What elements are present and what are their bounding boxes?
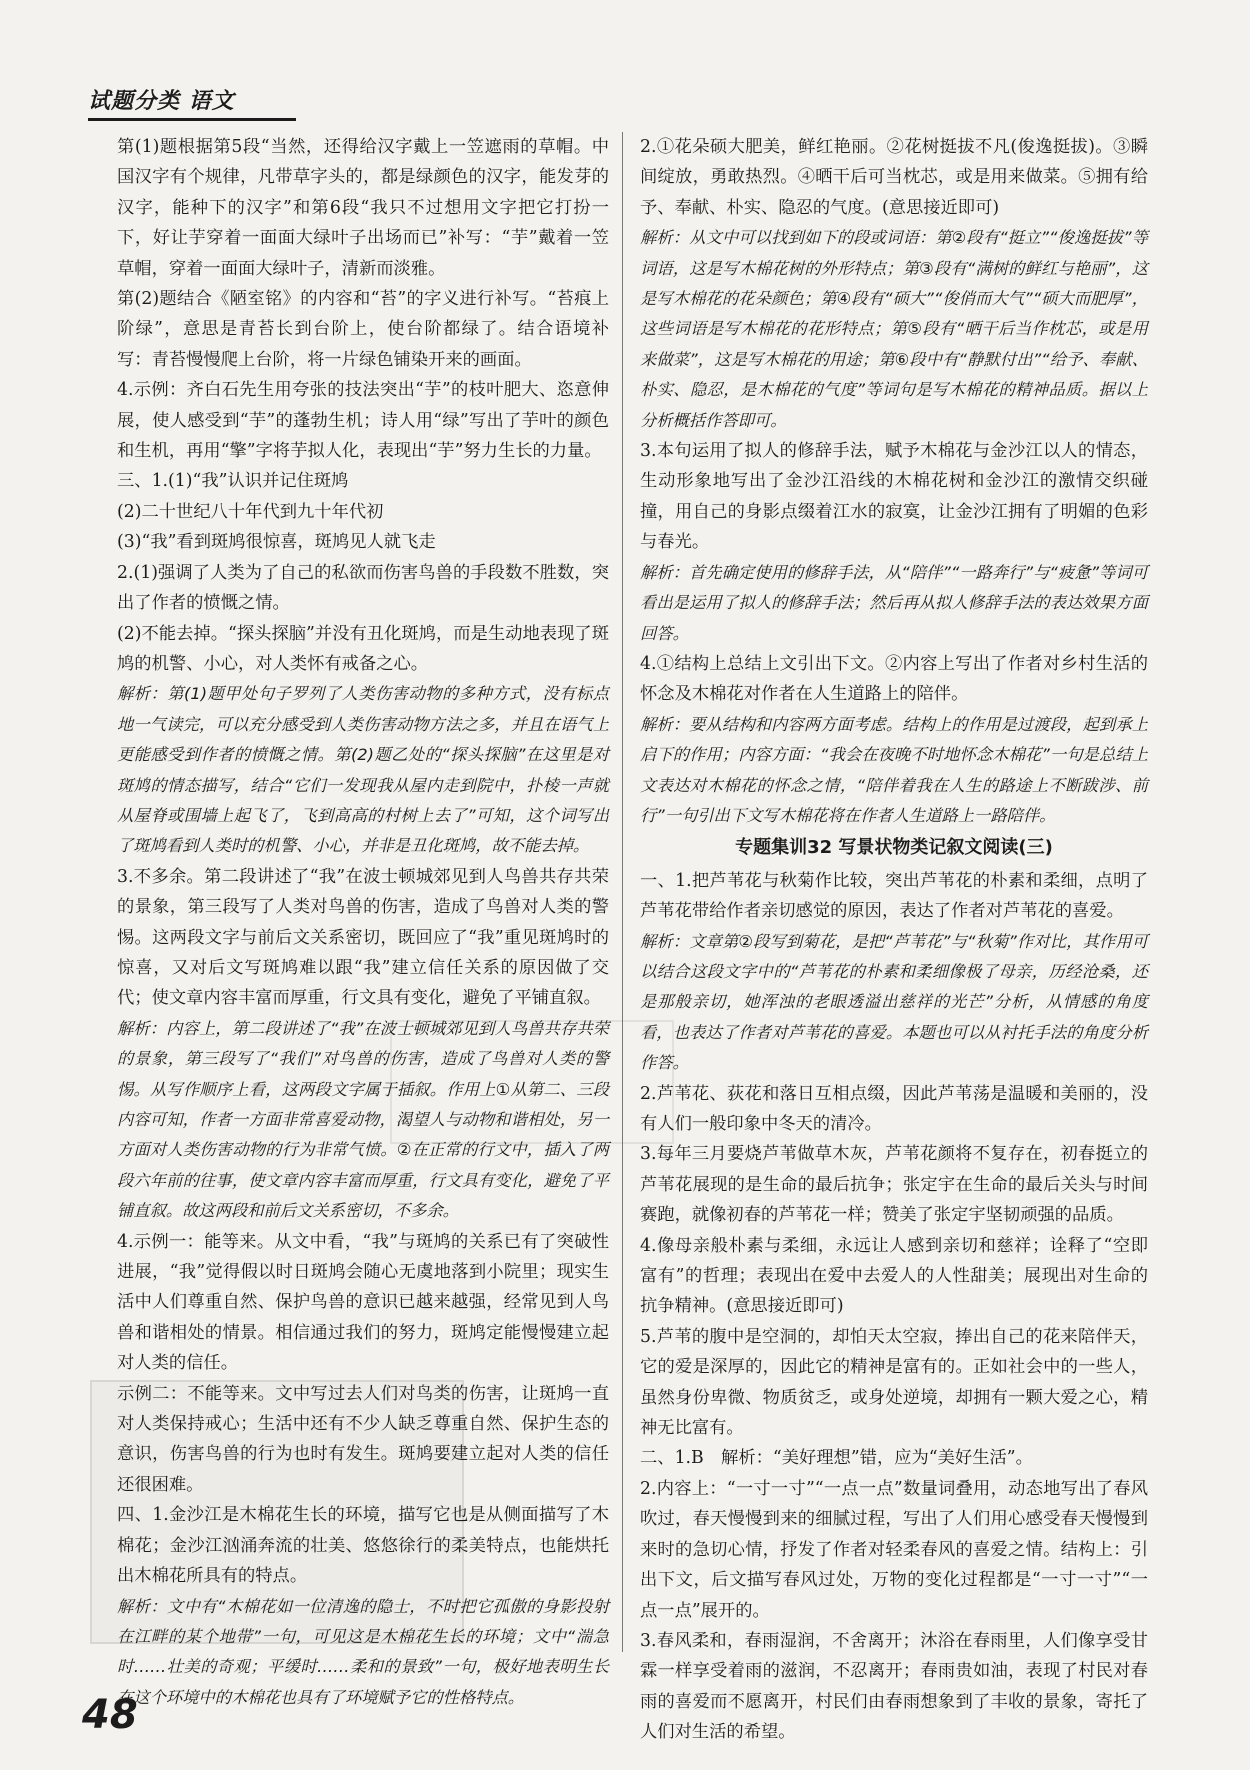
analysis-paragraph: 解析：文中有“木棉花如一位清逸的隐士，不时把它孤傲的身影投射在江畔的某个地带”一句，可见这是木棉花生长的环境；文中“湍急时……壮美的奇观；平缓时……柔和的景致”一句，极好地表明生长在这个环境中的木棉花也具有了环境赋予它的性格特点。: [117, 1596, 609, 1707]
answer-paragraph: 4.示例一：能等来。从文中看，“我”与斑鸠的关系已有了突破性进展，“我”觉得假以时日斑鸠会随心无虞地落到小院里；现实生活中人们尊重自然、保护鸟兽的意识已越来越强，经常见到人鸟兽和谐相处的情景。相信通过我们的努力，斑鸠定能慢慢建立起对人类的信任。: [117, 1231, 609, 1374]
analysis-paragraph: 解析：第(1)题甲处句子罗列了人类伤害动物的多种方式，没有标点地一气读完，可以充分感受到人类伤害动物方法之多，并且在语气上更能感受到作者的愤慨之情。第(2)题乙处的“探头探脑”在这里是对斑鸠的情态描写，结合“它们一发现我从屋内走到院中，扑棱一声就从屋脊或围墙上起飞了，飞到高高的村树上去了”可知，这个词写出了斑鸠看到人类时的机警、小心，并非是丑化斑鸠，故不能去掉。: [117, 684, 609, 856]
answer-paragraph: 2.内容上：“一寸一寸”“一点一点”数量词叠用，动态地写出了春风吹过，春天慢慢到来的细腻过程，写出了人们用心感受春天慢慢到来时的急切心情，抒发了作者对轻柔春风的喜爱之情。结构上：引出下文，后文描写春风过处，万物的变化过程都是“一寸一寸”“一点一点”展开的。: [640, 1478, 1148, 1621]
analysis-paragraph: 解析：要从结构和内容两方面考虑。结构上的作用是过渡段，起到承上启下的作用；内容方面：“我会在夜晚不时地怀念木棉花”一句是总结上文表达对木棉花的怀念之情，“陪伴着我在人生的路途上不断跋涉、前行”一句引出下文写木棉花将在作者人生道路上一路陪伴。: [640, 714, 1148, 825]
section-title: 专题集训32 写景状物类记叙文阅读(三): [735, 837, 1053, 859]
answer-paragraph: (2)二十世纪八十年代到九十年代初: [117, 501, 384, 522]
answer-paragraph: 3.本句运用了拟人的修辞手法，赋予木棉花与金沙江以人的情态，生动形象地写出了金沙江沿线的木棉花树和金沙江的激情交织碰撞，用自己的身影点缀着江水的寂寞，让金沙江拥有了明媚的色彩与春光。: [640, 441, 1148, 553]
header-title: 试题分类 语文: [88, 89, 235, 114]
left-column: [117, 132, 609, 1713]
right-column: [640, 132, 1148, 1748]
answer-paragraph: 4.示例：齐白石先生用夸张的技法突出“芋”的枝叶肥大、恣意伸展，使人感受到“芋”的蓬勃生机；诗人用“绿”写出了芋叶的颜色和生机，再用“擎”字将芋拟人化，表现出“芋”努力生长的力量。: [117, 380, 609, 462]
page-number: 48: [82, 1692, 138, 1738]
analysis-paragraph: 解析：文章第②段写到菊花，是把“芦苇花”与“秋菊”作对比，其作用可以结合这段文字中的“芦苇花的朴素和柔细像极了母亲，历经沧桑，还是那般亲切，她浑浊的老眼透溢出慈祥的光芒”分析，从情感的角度看，也表达了作者对芦苇花的喜爱。本题也可以从衬托手法的角度分析作答。: [640, 931, 1148, 1073]
answer-paragraph: 3.不多余。第二段讲述了“我”在波士顿城郊见到人鸟兽共存共荣的景象，第三段写了人类对鸟兽的伤害，造成了鸟兽对人类的警惕。这两段文字与前后文关系密切，既回应了“我”重见斑鸠时的惊喜，又对后文写斑鸠难以跟“我”建立信任关系的原因做了交代；使文章内容丰富而厚重，行文具有变化，避免了平铺直叙。: [117, 866, 609, 1009]
answer-paragraph: 第(1)题根据第5段“当然，还得给汉字戴上一笠遮雨的草帽。中国汉字有个规律，凡带草字头的，都是绿颜色的汉字，能发芽的汉字，能种下的汉字”和第6段“我只不过想用文字把它打扮一下，好让芋穿着一面面大绿叶子出场而已”补写：“芋”戴着一笠草帽，穿着一面面大绿叶子，清新而淡雅。: [117, 137, 609, 279]
column-divider: [622, 132, 623, 1652]
analysis-paragraph: 解析：首先确定使用的修辞手法，从“陪伴”“一路奔行”与“疲惫”等词可看出是运用了拟人的修辞手法；然后再从拟人修辞手法的表达效果方面回答。: [640, 562, 1148, 643]
header-rule: [88, 118, 296, 121]
answer-paragraph: 2.(1)强调了人类为了自己的私欲而伤害鸟兽的手段数不胜数，突出了作者的愤慨之情。: [117, 562, 609, 614]
answer-paragraph: (2)不能去掉。“探头探脑”并没有丑化斑鸠，而是生动地表现了斑鸠的机警、小心，对人类怀有戒备之心。: [117, 623, 609, 674]
answer-paragraph: 二、1.B 解析：“美好理想”错，应为“美好生活”。: [640, 1448, 1033, 1469]
answer-paragraph: 3.每年三月要烧芦苇做草木灰，芦苇花颜将不复存在，初春挺立的芦苇花展现的是生命的最后抗争；张定宇在生命的最后关头与时间赛跑，就像初春的芦苇花一样；赞美了张定宇坚韧顽强的品质。: [640, 1144, 1148, 1226]
answer-paragraph: 5.芦苇的腹中是空洞的，却怕天太空寂，捧出自己的花来陪伴天，它的爱是深厚的，因此它的精神是富有的。正如社会中的一些人，虽然身份卑微、物质贫乏，或身处逆境，却拥有一颗大爱之心，精神无比富有。: [640, 1326, 1148, 1439]
answer-paragraph: 3.春风柔和，春雨湿润，不舍离开；沐浴在春雨里，人们像享受甘霖一样享受着雨的滋润，不忍离开；春雨贵如油，表现了村民对春雨的喜爱而不愿离开，村民们由春雨想象到了丰收的景象，寄托了人们对生活的希望。: [640, 1630, 1148, 1743]
analysis-paragraph: 解析：从文中可以找到如下的段或词语：第②段有“挺立”“俊逸挺拔”等词语，这是写木棉花树的外形特点；第③段有“满树的鲜红与艳丽”，这是写木棉花的花朵颜色；第④段有“硕大”“俊俏而大气”“硕大而肥厚”，这些词语是写木棉花的花形特点；第⑤段有“晒干后当作枕芯，或是用来做菜”，这是写木棉花的用途；第⑥段中有“静默付出”“给予、奉献、朴实、隐忍，是木棉花的气度”等词句是写木棉花的精神品质。据以上分析概括作答即可。: [640, 228, 1148, 430]
answer-paragraph: 4.像母亲般朴素与柔细，永远让人感到亲切和慈祥；诠释了“空即富有”的哲理；表现出在爱中去爱人的人性甜美；展现出对生命的抗争精神。(意思接近即可): [640, 1235, 1148, 1317]
answer-paragraph: 4.①结构上总结上文引出下文。②内容上写出了作者对乡村生活的怀念及木棉花对作者在人生道路上的陪伴。: [640, 653, 1148, 705]
answer-paragraph: 三、1.(1)“我”认识并记住斑鸠: [117, 471, 349, 492]
answer-paragraph: 2.芦苇花、荻花和落日互相点缀，因此芦苇荡是温暖和美丽的，没有人们一般印象中冬天的清冷。: [640, 1083, 1148, 1134]
answer-paragraph: 一、1.把芦苇花与秋菊作比较，突出芦苇花的朴素和柔细，点明了芦苇花带给作者亲切感觉的原因，表达了作者对芦苇花的喜爱。: [640, 870, 1148, 922]
answer-paragraph: (3)“我”看到斑鸠很惊喜，斑鸠见人就飞走: [117, 532, 436, 553]
answer-paragraph: 2.①花朵硕大肥美，鲜红艳丽。②花树挺拔不凡(俊逸挺拔)。③瞬间绽放，勇敢热烈。④晒干后可当枕芯，或是用来做菜。⑤拥有给予、奉献、朴实、隐忍的气度。(意思接近即可): [640, 137, 1148, 218]
analysis-paragraph: 解析：内容上，第二段讲述了“我”在波士顿城郊见到人鸟兽共存共荣的景象，第三段写了“我们”对鸟兽的伤害，造成了鸟兽对人类的警惕。从写作顺序上看，这两段文字属于插叙。作用上①从第二、三段内容可知，作者一方面非常喜爱动物，渴望人与动物和谐相处，另一方面对人类伤害动物的行为非常气愤。②在正常的行文中，插入了两段六年前的往事，使文章内容丰富而厚重，行文具有变化，避免了平铺直叙。故这两段和前后文关系密切，不多余。: [117, 1018, 609, 1221]
answer-paragraph: 四、1.金沙江是木棉花生长的环境，描写它也是从侧面描写了木棉花；金沙江汹涌奔流的壮美、悠悠徐行的柔美特点，也能烘托出木棉花所具有的特点。: [117, 1505, 609, 1587]
answer-paragraph: 第(2)题结合《陋室铭》的内容和“苔”的字义进行补写。“苔痕上阶绿”，意思是青苔长到台阶上，使台阶都绿了。结合语境补写：青苔慢慢爬上台阶，将一片绿色铺染开来的画面。: [117, 289, 609, 370]
answer-paragraph: 示例二：不能等来。文中写过去人们对鸟类的伤害，让斑鸠一直对人类保持戒心；生活中还有不少人缺乏尊重自然、保护生态的意识，伤害鸟兽的行为也时有发生。斑鸠要建立起对人类的信任还很困难。: [117, 1383, 609, 1495]
